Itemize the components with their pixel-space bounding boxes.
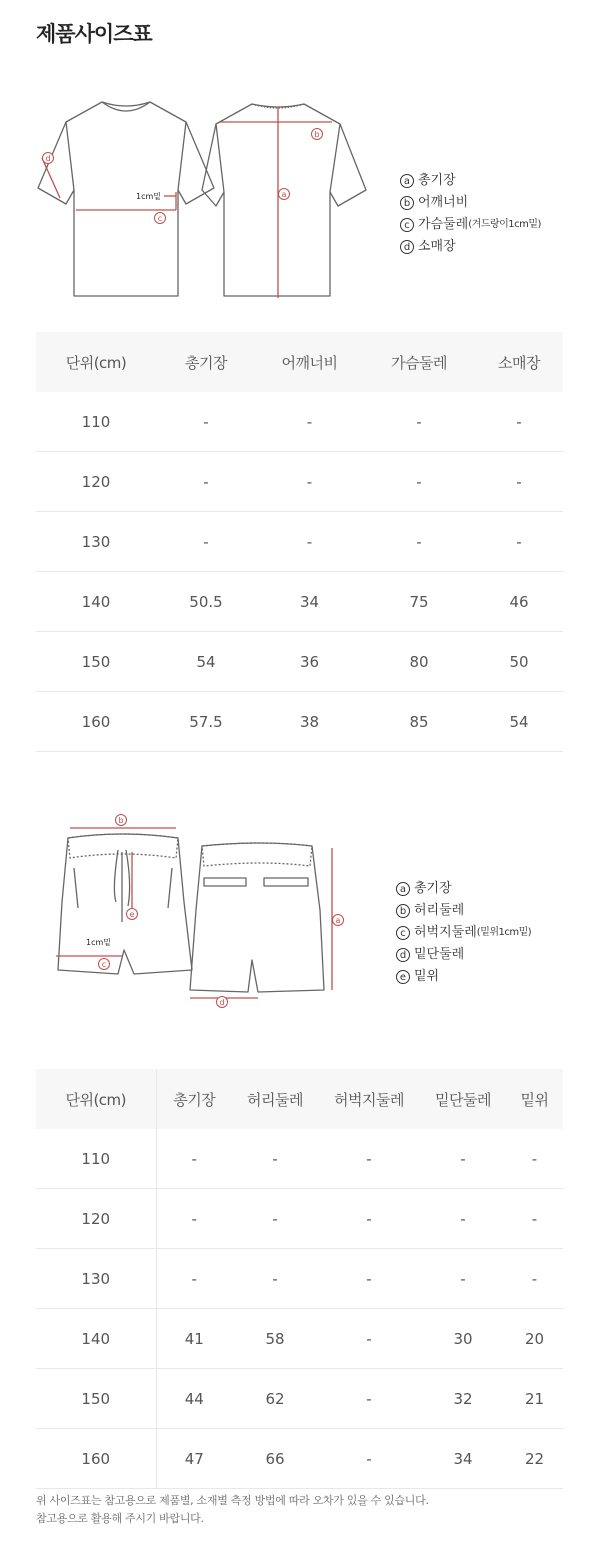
svg-text:a: a [335,916,341,925]
table-cell: 32 [420,1369,506,1429]
table-cell: - [506,1129,563,1189]
table-cell: - [506,1189,563,1249]
table-cell: - [156,392,256,452]
marker-a [279,189,290,200]
table-cell: - [156,512,256,572]
table-row [36,632,563,692]
table-cell: 47 [156,1429,232,1489]
table-cell: 66 [232,1429,318,1489]
table-cell: - [156,1129,232,1189]
svg-text:d: d [45,154,51,163]
table-header-cell: 가슴둘레 [363,332,475,392]
table-cell: - [318,1369,420,1429]
table-header-row [36,332,563,392]
legend-item [396,878,531,900]
table-cell: 50 [475,632,563,692]
table-cell: - [420,1129,506,1189]
table-cell: 50.5 [156,572,256,632]
table-cell: - [420,1189,506,1249]
legend-item [396,922,531,944]
legend-item [400,192,541,214]
table-header-cell: 소매장 [475,332,563,392]
table-cell: - [363,512,475,572]
table-cell: - [232,1129,318,1189]
bottom-legend [396,878,531,988]
marker-b [312,129,323,140]
table-cell: 120 [36,452,156,512]
table-cell: - [156,1189,232,1249]
legend-marker: e [396,970,410,984]
table-cell: 160 [36,1429,156,1489]
table-header-cell: 총기장 [156,332,256,392]
marker-c [155,213,166,224]
table-cell: 22 [506,1429,563,1489]
table-row [36,1429,563,1489]
legend-item [396,966,531,988]
table-row [36,512,563,572]
table-cell: - [318,1309,420,1369]
marker-d [217,997,228,1008]
table-cell: 30 [420,1309,506,1369]
table-row [36,392,563,452]
table-cell: 80 [363,632,475,692]
legend-label: 가슴둘레 [418,217,469,232]
table-cell: 57.5 [156,692,256,752]
table-cell: 62 [232,1369,318,1429]
table-cell: 110 [36,392,156,452]
table-header-cell: 밑위 [506,1069,563,1129]
table-cell: - [363,452,475,512]
table-cell: 54 [475,692,563,752]
legend-marker: c [400,218,414,232]
legend-item [400,236,541,258]
legend-marker: b [400,196,414,210]
legend-marker: a [396,882,410,896]
legend-marker: a [400,174,414,188]
table-cell: - [475,452,563,512]
table-cell: 150 [36,1369,156,1429]
table-cell: 36 [256,632,363,692]
legend-label: 총기장 [418,173,456,188]
table-header-row [36,1069,563,1129]
bottom-size-table [36,1069,563,1489]
legend-marker: c [396,926,410,940]
legend-label: 허리둘레 [414,903,465,918]
svg-text:d: d [219,998,225,1007]
table-cell: - [475,392,563,452]
table-cell: - [475,512,563,572]
legend-label: 소매장 [418,239,456,254]
table-row [36,1369,563,1429]
table-header-cell: 허리둘레 [232,1069,318,1129]
table-header-cell: 밑단둘레 [420,1069,506,1129]
table-cell: 41 [156,1309,232,1369]
table-cell: 34 [256,572,363,632]
table-cell: - [506,1249,563,1309]
table-header-cell: 단위(cm) [36,1069,156,1129]
shorts-diagram [52,810,352,1010]
legend-marker: d [396,948,410,962]
table-cell: 130 [36,512,156,572]
svg-text:b: b [314,130,320,139]
marker-c [99,959,110,970]
marker-b [116,815,127,826]
table-cell: 140 [36,572,156,632]
table-cell: - [318,1249,420,1309]
legend-note: (겨드랑이1cm밑) [468,219,541,230]
table-cell: - [256,512,363,572]
marker-a [333,915,344,926]
top-size-table [36,332,563,752]
table-cell: - [363,392,475,452]
svg-text:b: b [118,816,124,825]
table-row [36,1309,563,1369]
marker-e [127,909,138,920]
table-cell: 46 [475,572,563,632]
table-cell: - [256,392,363,452]
table-cell: - [318,1429,420,1489]
table-row [36,692,563,752]
legend-label: 어깨너비 [418,195,469,210]
table-cell: 38 [256,692,363,752]
legend-item [400,214,541,236]
table-cell: 150 [36,632,156,692]
table-cell: - [256,452,363,512]
legend-marker: b [396,904,410,918]
legend-label: 허벅지둘레 [414,925,477,940]
svg-text:c: c [101,960,107,969]
table-header-cell: 허벅지둘레 [318,1069,420,1129]
legend-item [400,170,541,192]
table-cell: 120 [36,1189,156,1249]
legend-label: 밑위 [414,969,440,984]
table-row [36,1189,563,1249]
table-cell: 54 [156,632,256,692]
table-header-cell: 단위(cm) [36,332,156,392]
table-cell: 21 [506,1369,563,1429]
tshirt-diagram [36,98,372,304]
legend-marker: d [400,240,414,254]
table-cell: 20 [506,1309,563,1369]
footer-note [36,1492,429,1528]
table-cell: - [318,1129,420,1189]
table-cell: 160 [36,692,156,752]
underarm-note: 1cm밑 [136,192,162,201]
legend-label: 총기장 [414,881,452,896]
footer-line: 위 사이즈표는 참고용으로 제품별, 소재별 측정 방법에 따라 오차가 있을 수 있습니다. [36,1494,429,1507]
top-legend [400,170,541,258]
table-cell: - [232,1189,318,1249]
crotch-note: 1cm밑 [86,938,112,947]
table-row [36,452,563,512]
table-row [36,572,563,632]
table-row [36,1249,563,1309]
table-header-cell: 총기장 [156,1069,232,1129]
legend-item [396,900,531,922]
table-cell: - [156,1249,232,1309]
table-cell: - [156,452,256,512]
table-cell: 140 [36,1309,156,1369]
svg-text:c: c [157,214,163,223]
legend-label: 밑단둘레 [414,947,465,962]
table-cell: 85 [363,692,475,752]
table-cell: - [420,1249,506,1309]
marker-d [43,153,54,164]
legend-item [396,944,531,966]
legend-note: (밑위1cm밑) [476,927,532,938]
page-title: 제품사이즈표 [36,22,152,46]
table-cell: 75 [363,572,475,632]
table-cell: 130 [36,1249,156,1309]
svg-text:e: e [129,910,135,919]
table-cell: 34 [420,1429,506,1489]
table-cell: 44 [156,1369,232,1429]
table-cell: - [318,1189,420,1249]
table-cell: - [232,1249,318,1309]
footer-line: 참고용으로 활용해 주시기 바랍니다. [36,1512,204,1525]
svg-text:a: a [281,190,287,199]
table-header-cell: 어깨너비 [256,332,363,392]
table-cell: 110 [36,1129,156,1189]
table-row [36,1129,563,1189]
table-cell: 58 [232,1309,318,1369]
